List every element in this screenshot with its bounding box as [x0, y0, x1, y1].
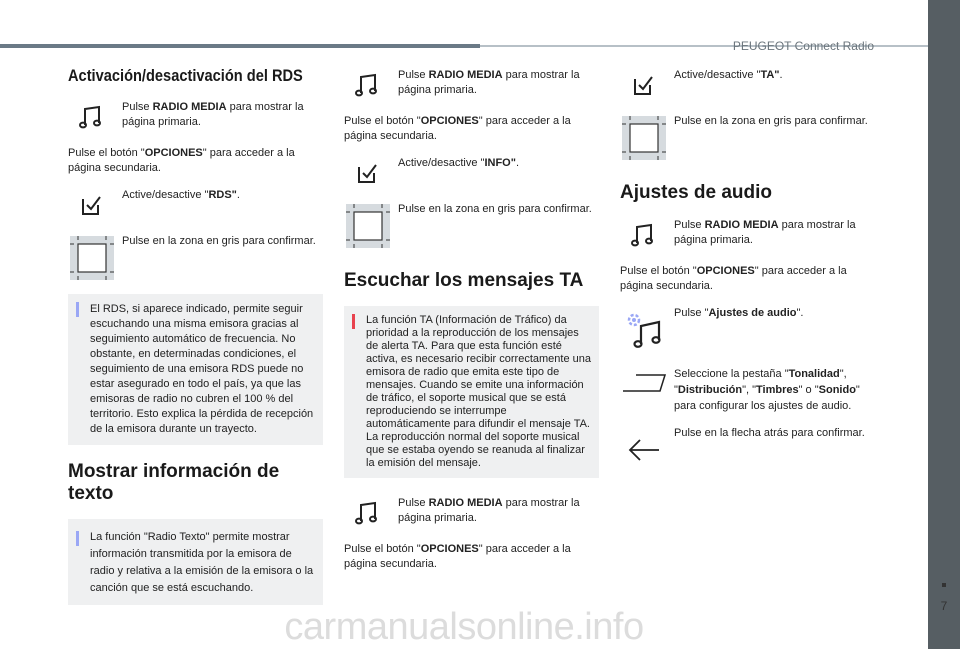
step-text: Pulse en la flecha atrás para confirmar.	[674, 427, 865, 439]
step-text: Pulse en la zona en gris para confirmar.	[398, 203, 592, 215]
ta-warning-note: La función TA (Información de Tráfico) da prioridad a la reproducción de los mensajes de alerta TA. Para que esta función esté activa, es necesario recibir correctamente una emisora de radio que emita este tipo de mensajes. Cuando se emite una información de tráfico, el soporte musical que se está reproduciendo se interrumpe automáticamente para difundir el mensaje TA. La reproducción normal del soporte musical que se estaba oyendo se reanuda al finalizar la emisión del mensaje.	[344, 306, 599, 478]
step-back-arrow	[620, 426, 875, 474]
page-marker	[942, 583, 946, 587]
section-heading-ta: Escuchar los mensajes TA	[344, 270, 584, 291]
gray-zone-icon	[68, 234, 116, 282]
back-arrow-icon	[620, 426, 668, 474]
step-confirm-gray-zone	[68, 234, 323, 282]
section-heading-audio: Ajustes de audio	[620, 182, 773, 203]
step-text: Pulse en la zona en gris para confirmar.	[122, 235, 316, 247]
tab-icon	[620, 366, 668, 400]
music-note-icon	[68, 100, 116, 134]
header-rule	[0, 44, 480, 48]
step-confirm-gray-zone	[344, 202, 599, 250]
gear-music-icon	[620, 306, 668, 354]
page-number: 7	[940, 599, 948, 613]
music-note-icon	[620, 218, 668, 252]
step-radio-media	[620, 218, 875, 252]
step-toggle-info	[344, 156, 599, 190]
music-note-icon	[344, 68, 392, 102]
side-tab	[928, 0, 960, 649]
options-paragraph: Pulse el botón "OPCIONES" para acceder a la página secundaria.	[620, 265, 847, 292]
step-audio-settings	[620, 306, 875, 354]
music-note-icon	[344, 496, 392, 530]
column-2	[344, 68, 599, 584]
gray-zone-icon	[620, 114, 668, 162]
step-text: Pulse RADIO MEDIA para mostrar la página primaria.	[398, 69, 580, 96]
step-radio-media	[68, 100, 323, 134]
radio-text-note: La función "Radio Texto" permite mostrar información transmitida por la emisora de radio y relativa a la emisión de la emisora o la canción que se está escuchando.	[68, 519, 323, 605]
step-toggle-ta	[620, 68, 875, 102]
watermark: carmanualsonline.info	[284, 606, 644, 648]
step-text: Pulse RADIO MEDIA para mostrar la página primaria.	[674, 219, 856, 246]
step-confirm-gray-zone	[620, 114, 875, 162]
checkbox-checked-icon	[620, 68, 668, 102]
options-paragraph: Pulse el botón "OPCIONES" para acceder a la página secundaria.	[344, 115, 571, 142]
column-3	[620, 68, 875, 486]
step-text: Active/desactive "INFO".	[398, 157, 520, 169]
manual-title: PEUGEOT Connect Radio	[732, 39, 874, 53]
section-heading-rds: Activación/desactivación del RDS	[68, 66, 303, 85]
info-marker	[76, 531, 79, 546]
step-text: Active/desactive "TA".	[674, 69, 783, 81]
step-text: Seleccione la pestaña "Tonalidad", "Distribución", "Timbres" o "Sonido" para configurar los ajustes de audio.	[674, 368, 860, 412]
warning-marker	[352, 314, 355, 329]
options-paragraph: Pulse el botón "OPCIONES" para acceder a la página secundaria.	[68, 147, 295, 174]
options-paragraph-2: Pulse el botón "OPCIONES" para acceder a la página secundaria.	[344, 543, 571, 570]
step-text: Pulse en la zona en gris para confirmar.	[674, 115, 868, 127]
step-radio-media	[344, 68, 599, 102]
column-1	[68, 60, 323, 617]
step-text: Pulse RADIO MEDIA para mostrar la página primaria.	[122, 101, 304, 128]
step-toggle-rds	[68, 188, 323, 222]
step-select-tab	[620, 366, 875, 414]
step-radio-media-2	[344, 496, 599, 530]
gray-zone-icon	[344, 202, 392, 250]
step-text: Pulse "Ajustes de audio".	[674, 307, 804, 319]
step-text: Active/desactive "RDS".	[122, 189, 240, 201]
step-text: Pulse RADIO MEDIA para mostrar la página primaria.	[398, 497, 580, 524]
info-marker	[76, 302, 79, 317]
checkbox-checked-icon	[344, 156, 392, 190]
rds-info-note: El RDS, si aparece indicado, permite seguir escuchando una misma emisora gracias al seguimiento automático de frecuencia. No obstante, en determinadas condiciones, el seguimiento de una emisora RDS puede no estar asegurado en todo el país, ya que las emisoras de radio no cubren el 100 % del territorio. Esto explica la pérdida de recepción de la emisora durante un trayecto.	[68, 294, 323, 445]
checkbox-checked-icon	[68, 188, 116, 222]
section-heading-text-info: Mostrar información de texto	[68, 461, 280, 504]
